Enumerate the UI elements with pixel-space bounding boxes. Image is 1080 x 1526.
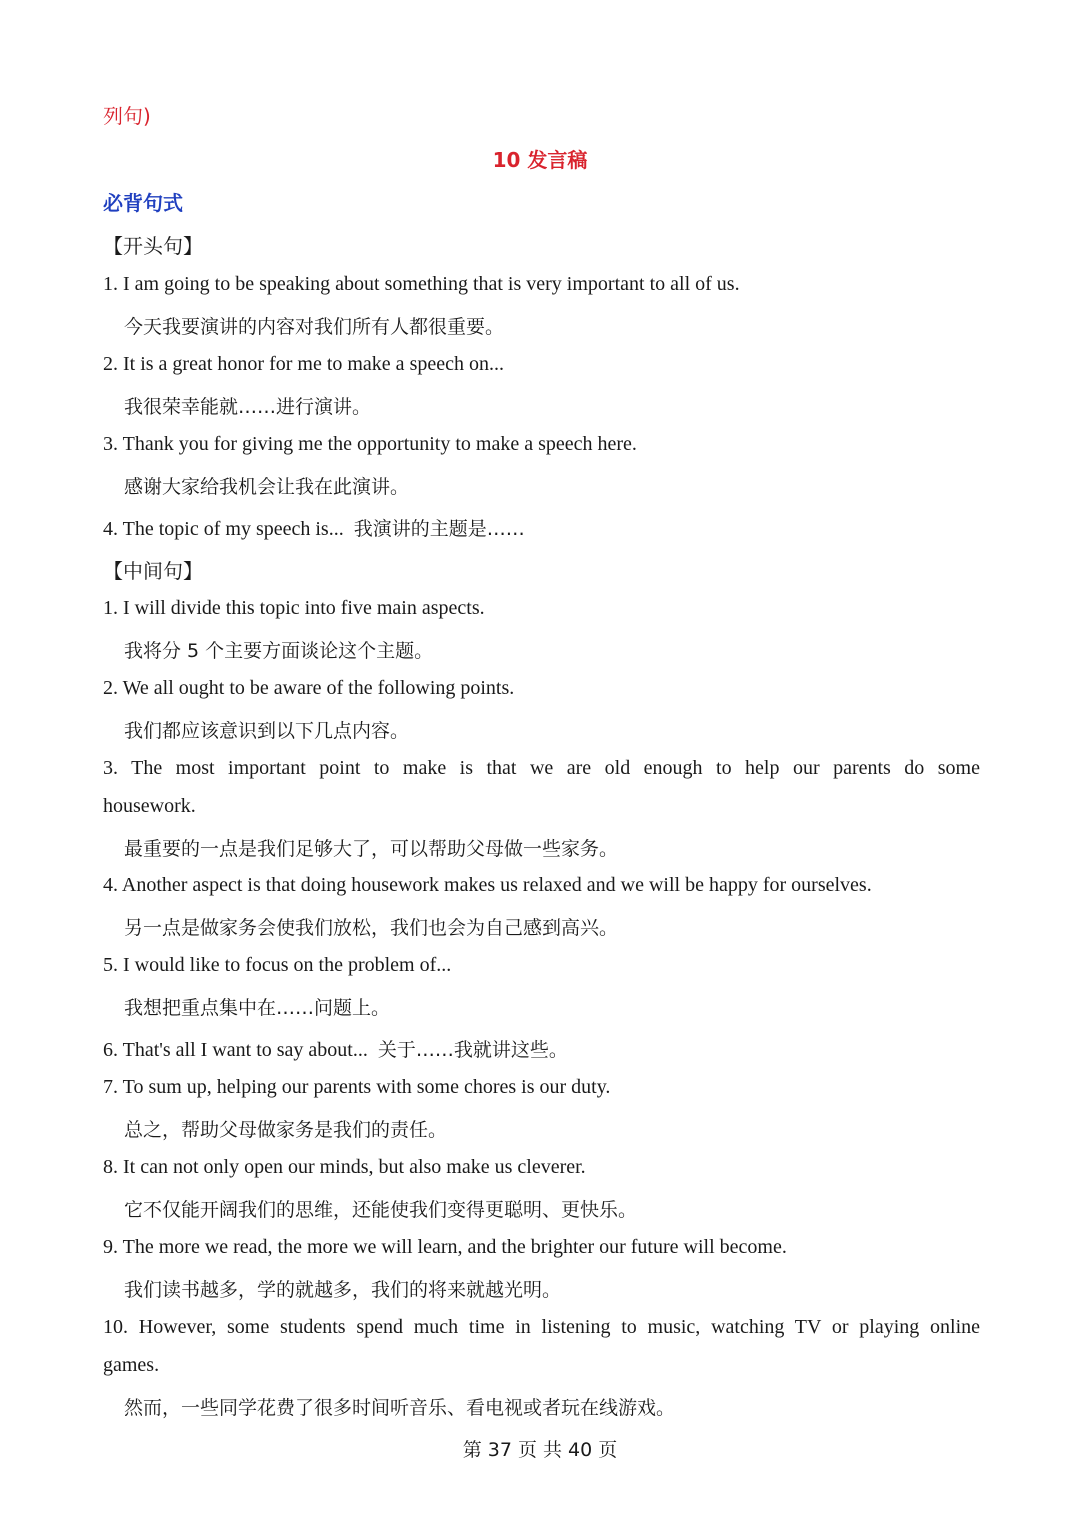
middle-item-10-en-line2: games. — [103, 1354, 160, 1376]
middle-item-10-en-line1: 10. However, some students spend much time in listening to music, watching TV or playing online — [103, 1316, 980, 1338]
page-footer: 第 37 页 共 40 页 — [462, 1439, 618, 1461]
middle-item-5-en: 5. I would like to focus on the problem of... — [103, 954, 452, 976]
middle-item-2-en: 2. We all ought to be aware of the following points. — [103, 677, 515, 699]
middle-item-6-zh: 关于……我就讲这些。 — [377, 1039, 568, 1061]
chapter-title: 10 发言稿 — [492, 148, 588, 172]
opening-item-4 — [103, 514, 525, 541]
section-heading: 必背句式 — [103, 191, 183, 215]
opening-label: 【开头句】 — [103, 234, 203, 258]
opening-item-4-en: 4. The topic of my speech is... — [103, 518, 344, 540]
middle-item-4-zh: 另一点是做家务会使我们放松，我们也会为自己感到高兴。 — [124, 917, 619, 939]
fragment-text: 列句) — [103, 104, 151, 128]
middle-item-1-zh: 我将分 5 个主要方面谈论这个主题。 — [124, 640, 434, 662]
middle-item-9-zh: 我们读书越多，学的就越多，我们的将来就越光明。 — [124, 1279, 562, 1301]
opening-item-1-zh: 今天我要演讲的内容对我们所有人都很重要。 — [124, 316, 505, 338]
opening-item-4-zh: 我演讲的主题是…… — [353, 518, 525, 540]
middle-item-5-zh: 我想把重点集中在……问题上。 — [124, 997, 391, 1019]
middle-item-9-en: 9. The more we read, the more we will learn, and the brighter our future will become. — [103, 1236, 787, 1258]
middle-label: 【中间句】 — [103, 559, 203, 583]
middle-item-4-en: 4. Another aspect is that doing housework makes us relaxed and we will be happy for ourselves. — [103, 874, 872, 896]
opening-item-2-en: 2. It is a great honor for me to make a speech on... — [103, 353, 504, 375]
middle-item-10-zh: 然而，一些同学花费了很多时间听音乐、看电视或者玩在线游戏。 — [124, 1397, 676, 1419]
middle-item-6-en: 6. That's all I want to say about... — [103, 1039, 368, 1061]
opening-item-1-en: 1. I am going to be speaking about something that is very important to all of us. — [103, 273, 740, 295]
middle-item-3-en-line2: housework. — [103, 795, 196, 817]
middle-item-8-en: 8. It can not only open our minds, but also make us cleverer. — [103, 1156, 586, 1178]
opening-item-3-en: 3. Thank you for giving me the opportunity to make a speech here. — [103, 433, 637, 455]
middle-item-6 — [103, 1035, 568, 1062]
middle-item-3-en-line1: 3. The most important point to make is that we are old enough to help our parents do some — [103, 757, 980, 779]
opening-item-2-zh: 我很荣幸能就……进行演讲。 — [124, 396, 372, 418]
opening-item-3-zh: 感谢大家给我机会让我在此演讲。 — [124, 476, 410, 498]
middle-item-2-zh: 我们都应该意识到以下几点内容。 — [124, 720, 410, 742]
middle-item-3-zh: 最重要的一点是我们足够大了，可以帮助父母做一些家务。 — [124, 838, 619, 860]
middle-item-7-en: 7. To sum up, helping our parents with some chores is our duty. — [103, 1076, 611, 1098]
middle-item-1-en: 1. I will divide this topic into five main aspects. — [103, 597, 485, 619]
middle-item-8-zh: 它不仅能开阔我们的思维，还能使我们变得更聪明、更快乐。 — [124, 1199, 638, 1221]
middle-item-7-zh: 总之，帮助父母做家务是我们的责任。 — [124, 1119, 448, 1141]
